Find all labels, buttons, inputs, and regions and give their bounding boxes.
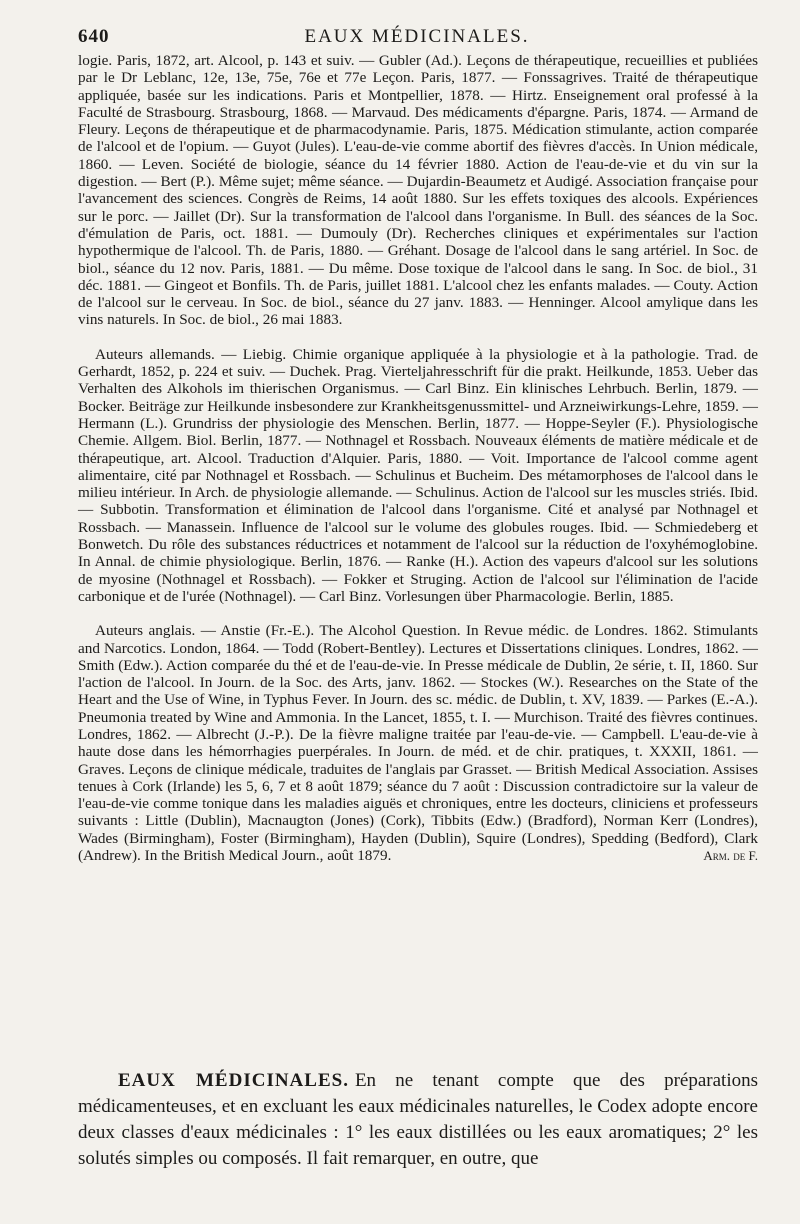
references-english <box>78 622 758 864</box>
page-header <box>78 22 756 52</box>
entry-text: En ne tenant compte que des préparations médicamenteuses, et en excluant les eaux médicinales naturelles, le Codex adopte encore deux classes d'eaux médicinales : 1° les eaux distillées ou les eaux aromatiques; 2° les solutés simples ou composés. Il fait remarquer, en outre, que <box>78 1070 758 1169</box>
author-signature: Arm. de F. <box>703 848 758 864</box>
entry-headword: EAUX MÉDICINALES. <box>118 1070 349 1091</box>
bibliography <box>78 52 758 864</box>
references-french: logie. Paris, 1872, art. Alcool, p. 143 et suiv. — Gubler (Ad.). Leçons de thérapeutique, recueillies et publiées par le Dr Leblanc, 12e, 13e, 75e, 76e et 77e Leçon. Paris, 1877. — Fonssagrives. Traité de thérapeutique appliquée, basée sur les indications. Paris et Montpellier, 1878. — Hirtz. Enseignement oral professé à la Faculté de Strasbourg. Strasbourg, 1868. — Marvaud. Des médicaments d'épargne. Paris, 1874. — Armand de Fleury. Leçons de thérapeutique et de pharmacodynamie. Paris, 1875. Médication stimulante, action comparée de l'alcool et de l'opium. — Guyot (Jules). L'eau-de-vie comme abortif des fièvres d'accès. In Union médicale, 1860. — Leven. Société de biologie, séance du 14 février 1880. Action de l'eau-de-vie et du vin sur la digestion. — Bert (P.). Même sujet; même séance. — Dujardin-Beaumetz et Audigé. Association française pour l'avancement des sciences. Congrès de Reims, 14 août 1880. Sur les effets toxiques des alcools. Expériences sur le porc. — Jaillet (Dr). Sur la transformation de l'alcool dans l'organisme. In Bull. des séances de la Soc. d'émulation de Paris, oct. 1881. — Dumouly (Dr). Recherches cliniques et expérimentales sur l'action hypothermique de l'alcool. Th. de Paris, 1880. — Gréhant. Dosage de l'alcool dans le sang artériel. In Soc. de biol., séance du 12 nov. Paris, 1881. — Du même. Dose toxique de l'alcool dans le sang. In Soc. de biol., 31 déc. 1881. — Gingeot et Bonfils. Th. de Paris, juillet 1881. L'alcool chez les enfants malades. — Couty. Action de l'alcool sur le cerveau. In Soc. de biol., séance du 27 janv. 1883. — Henninger. Alcool amylique dans les vins naturels. In Soc. de biol., 26 mai 1883. <box>78 52 758 329</box>
entry-paragraph <box>78 1068 758 1172</box>
references-german: Auteurs allemands. — Liebig. Chimie organique appliquée à la physiologie et à la pathologie. Trad. de Gerhardt, 1852, p. 224 et suiv. — Duchek. Prag. Vierteljahresschrift für die prakt. Heilkunde, 1853. Ueber das Verhalten des Alkohols im thierischen Organismus. — Carl Binz. Ein klinisches Lehrbuch. Berlin, 1879. — Bocker. Beiträge zur Heilkunde insbesondere zur Krankheitsgenussmittel- und Arzneiwirkungs-Lehre, 1859. — Hermann (L.). Grundriss der physiologie des Menschen. Berlin, 1877. — Hoppe-Seyler (F.). Physiologische Chemie. Allgem. Biol. Berlin, 1877. — Nothnagel et Rossbach. Nouveaux éléments de matière médicale et de thérapeutique, art. Alcool. Traduction d'Alquier. Paris, 1880. — Voit. Importance de l'alcool comme agent alimentaire, cité par Nothnagel et Rossbach. — Schulinus et Bucheim. Des métamorphoses de l'alcool dans le milieu intérieur. In Arch. de physiologie allemande. — Schulinus. Action de l'alcool sur les muscles striés. Ibid. — Subbotin. Transformation et élimination de l'alcool dans l'organisme. Cité et analysé par Nothnagel et Rossbach. — Manassein. Influence de l'alcool sur le volume des globules rouges. Ibid. — Schmiedeberg et Bonwetch. Du rôle des substances réductrices et notamment de l'alcool sur la réduction de l'oxyhémoglobine. In Annal. de chimie physiologique. Berlin, 1876. — Ranke (H.). Action des vapeurs d'alcool sur les solutions de myosine (Nothnagel et Rossbach). — Fokker et Struging. Action de l'alcool sur l'élimination de l'acide carbonique et de l'urée (Nothnagel). — Carl Binz. Vorlesungen über Pharmacologie. Berlin, 1885. <box>78 345 758 605</box>
page-number: 640 <box>78 26 110 47</box>
dictionary-entry <box>78 1068 758 1172</box>
running-title: EAUX MÉDICINALES. <box>304 26 530 47</box>
references-english-text: Auteurs anglais. — Anstie (Fr.-E.). The Alcohol Question. In Revue médic. de Londres. 1862. Stimulants and Narcotics. London, 1864. — Todd (Robert-Bentley). Lectures et Dissertations cliniques. Londres, 1862. — Smith (Edw.). Action comparée du thé et de l'eau-de-vie. In Presse médicale de Dublin, 2e série, t. II, 1860. Sur l'action de l'alcool. In Journ. de la Soc. des Arts, janv. 1862. — Stockes (W.). Researches on the State of the Heart and the Use of Wine, in Typhus Fever. In Journ. des sc. médic. de Dublin, t. XV, 1839. — Parkes (E.-A.). Pneumonia treated by Wine and Ammonia. In the Lancet, 1855, t. I. — Murchison. Traité des fièvres continues. Londres, 1862. — Albrecht (J.-P.). De la fièvre maligne traitée par l'eau-de-vie. — Campbell. L'eau-de-vie à haute dose dans les hémorrhagies puerpérales. In Journ. de méd. et de chir. pratiques, t. XXXII, 1861. — Graves. Leçons de clinique médicale, traduites de l'anglais par Grasset. — British Medical Association. Assises tenues à Cork (Irlande) les 5, 6, 7 et 8 août 1879; séance du 7 août : Discussion contradictoire sur la valeur de l'eau-de-vie comme tonique dans les maladies aiguës et chroniques, entre les docteurs, cliniciens et professeurs suivants : Little (Dublin), Macnaugton (Jones) (Cork), Tibbits (Edw.) (Bradford), Norman Kerr (Londres), Wades (Birmingham), Foster (Birmingham), Hayden (Dublin), Squire (Londres), Spedding (Bedford), Clark (Andrew). In the British Medical Journ., août 1879. <box>78 622 758 865</box>
